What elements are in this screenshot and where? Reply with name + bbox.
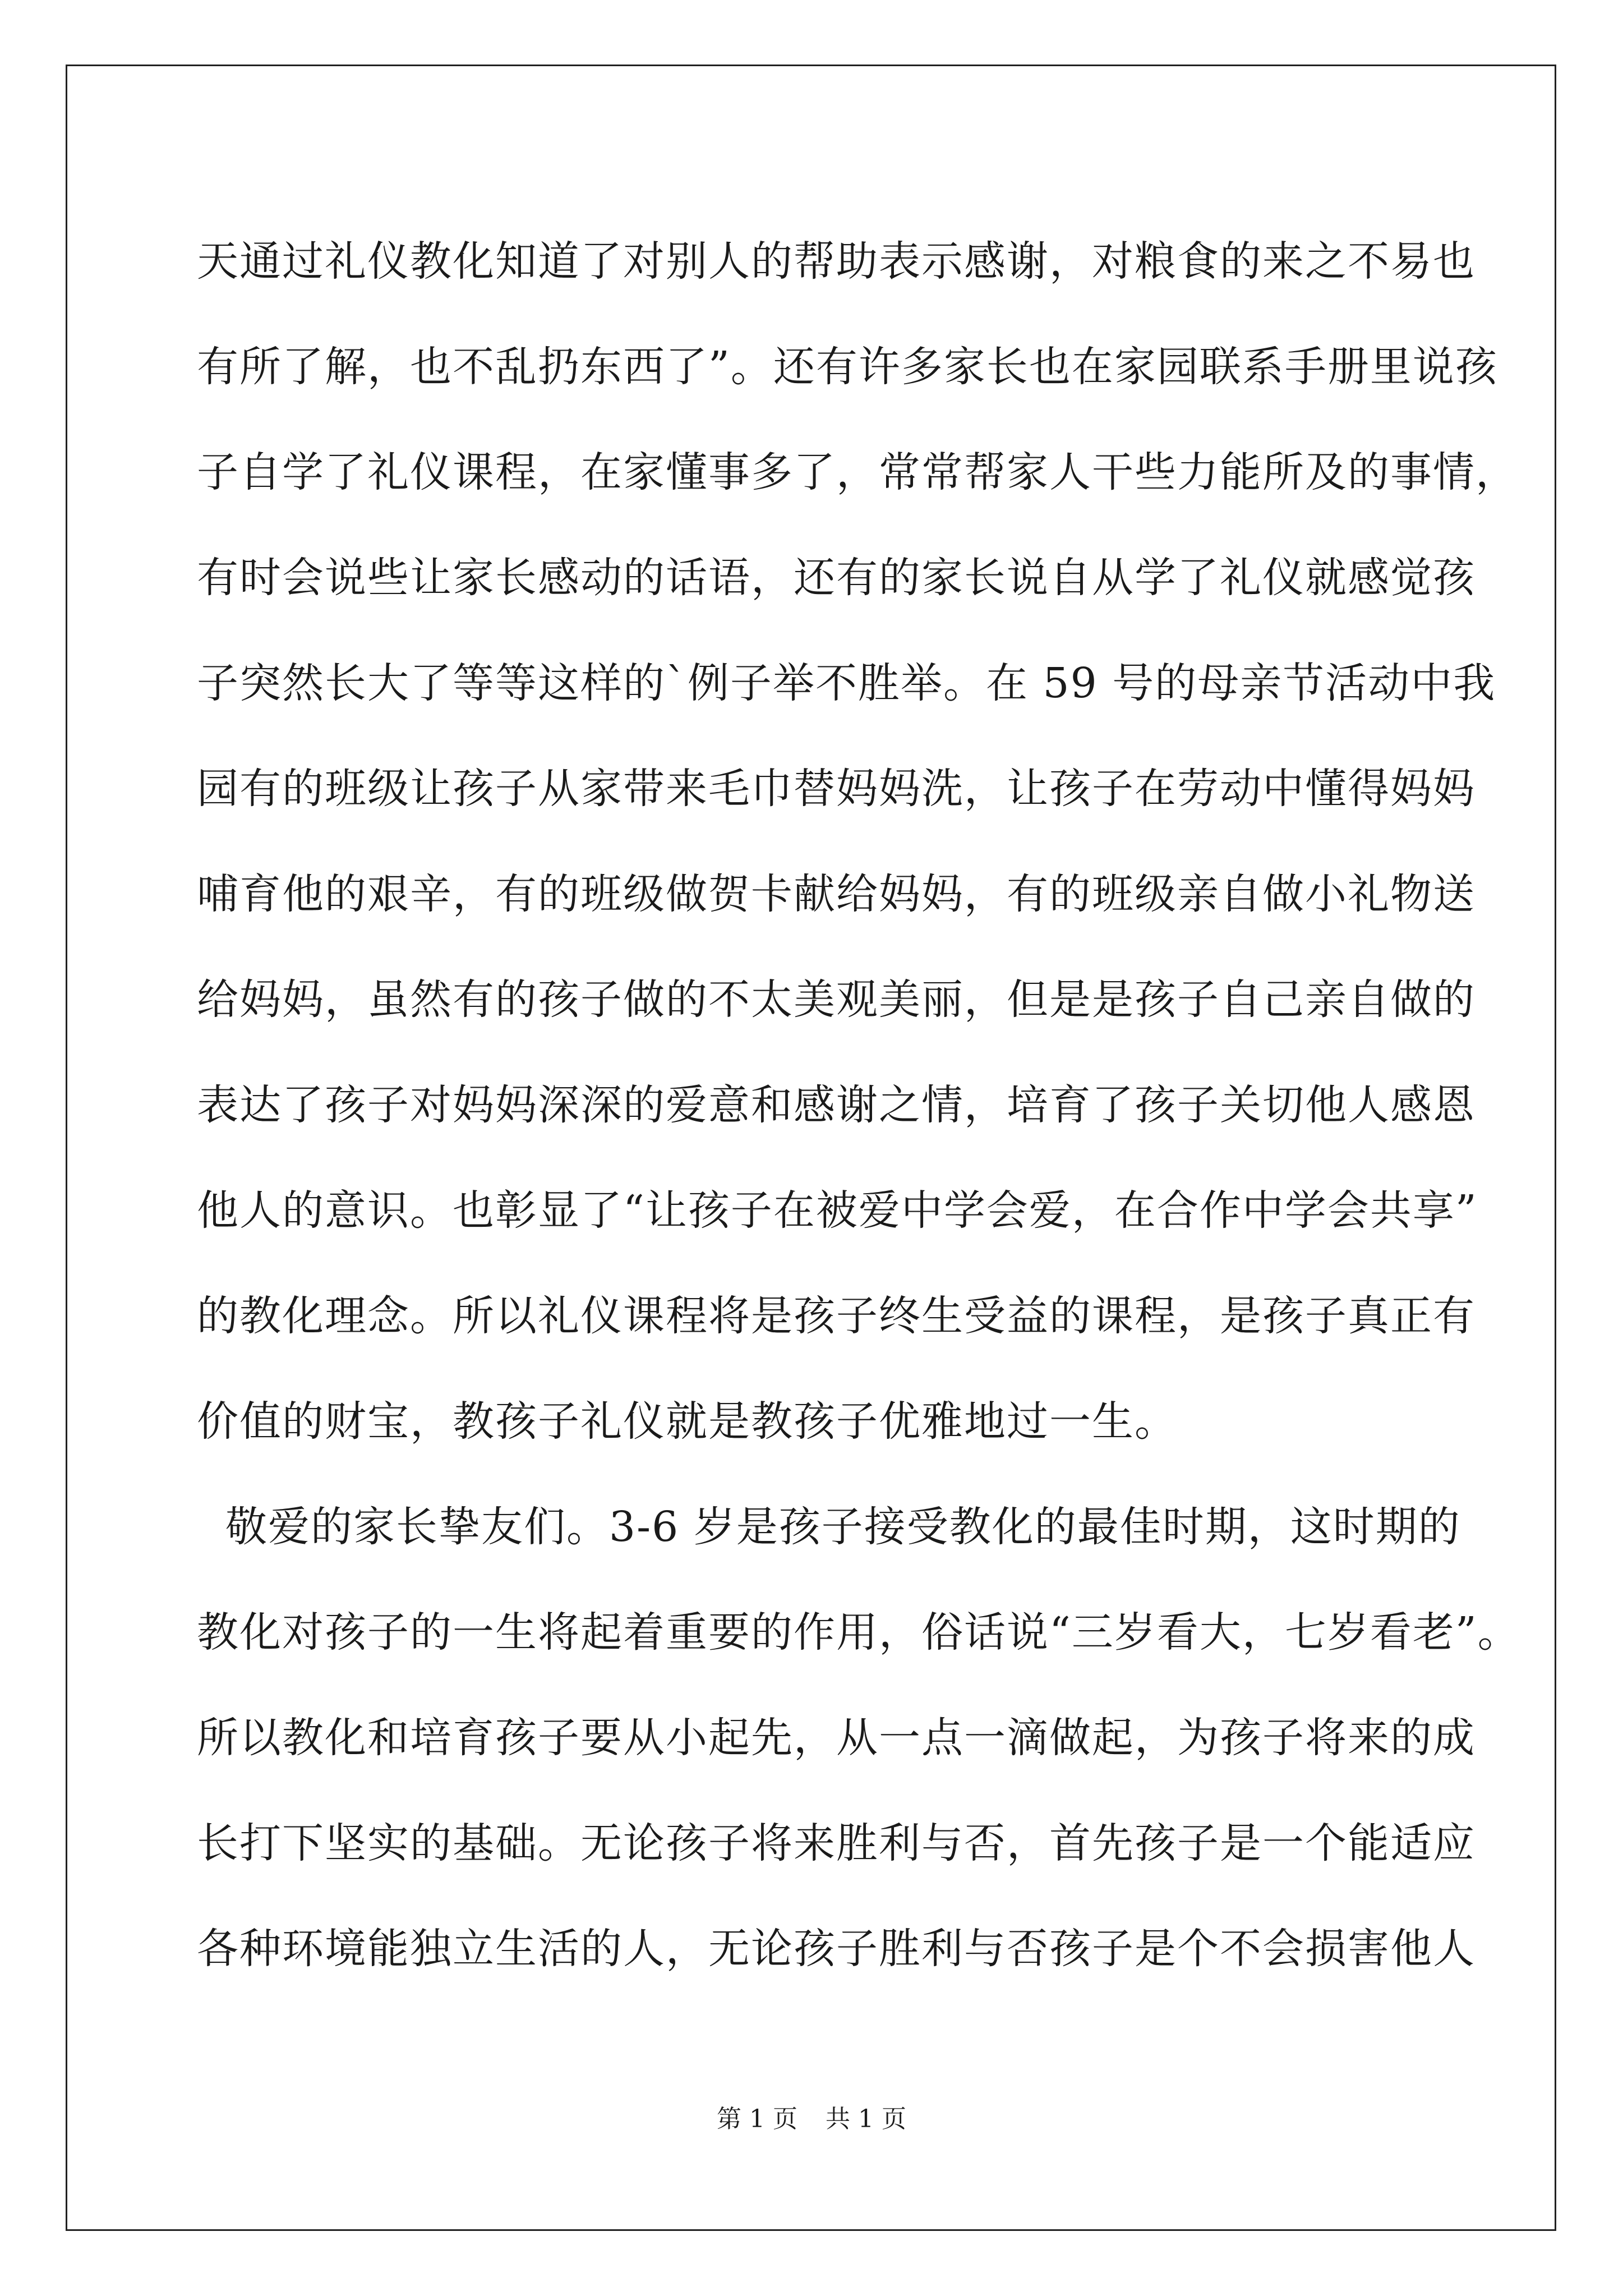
text-line: 天通过礼仪教化知道了对别人的帮助表示感谢，对粮食的来之不易也 [197,237,1476,286]
page-footer [0,2102,1623,2136]
text-line: 的教化理念。所以礼仪课程将是孩子终生受益的课程，是孩子真正有 [197,1292,1476,1340]
text-line: 长打下坚实的基础。无论孩子将来胜利与否，首先孩子是一个能适应 [197,1819,1476,1867]
text-line: 园有的班级让孩子从家带来毛巾替妈妈洗，让孩子在劳动中懂得妈妈 [197,765,1476,813]
page-total: 共 1 页 [826,2105,906,2133]
text-line: 敬爱的家长挚友们。3-6 岁是孩子接受教化的最佳时期，这时期的 [197,1503,1461,1551]
text-line: 他人的意识。也彰显了“让孩子在被爱中学会爱，在合作中学会共享” [197,1186,1478,1235]
text-line: 给妈妈，虽然有的孩子做的不太美观美丽，但是是孩子自己亲自做的 [197,976,1476,1024]
text-line: 有所了解，也不乱扔东西了”。还有许多家长也在家园联系手册里说孩 [197,343,1498,391]
text-line: 价值的财宝，教孩子礼仪就是教孩子优雅地过一生。 [197,1397,1177,1446]
text-line: 教化对孩子的一生将起着重要的作用，俗话说“三岁看大，七岁看老”。 [197,1608,1520,1657]
text-line: 子自学了礼仪课程，在家懂事多了，常常帮家人干些力能所及的事情， [197,448,1518,496]
text-line: 表达了孩子对妈妈深深的爱意和感谢之情，培育了孩子关切他人感恩 [197,1081,1476,1129]
text-line: 各种环境能独立生活的人，无论孩子胜利与否孩子是个不会损害他人 [197,1925,1476,1973]
text-line: 子突然长大了等等这样的`例子举不胜举。在 59 号的母亲节活动中我 [197,659,1496,707]
text-line: 哺育他的艰辛，有的班级做贺卡献给妈妈，有的班级亲自做小礼物送 [197,870,1476,918]
page-number: 第 1 页 [717,2105,797,2133]
text-line: 有时会说些让家长感动的话语，还有的家长说自从学了礼仪就感觉孩 [197,554,1476,602]
document-body [197,209,1520,2001]
text-line: 所以教化和培育孩子要从小起先，从一点一滴做起，为孩子将来的成 [197,1714,1476,1762]
